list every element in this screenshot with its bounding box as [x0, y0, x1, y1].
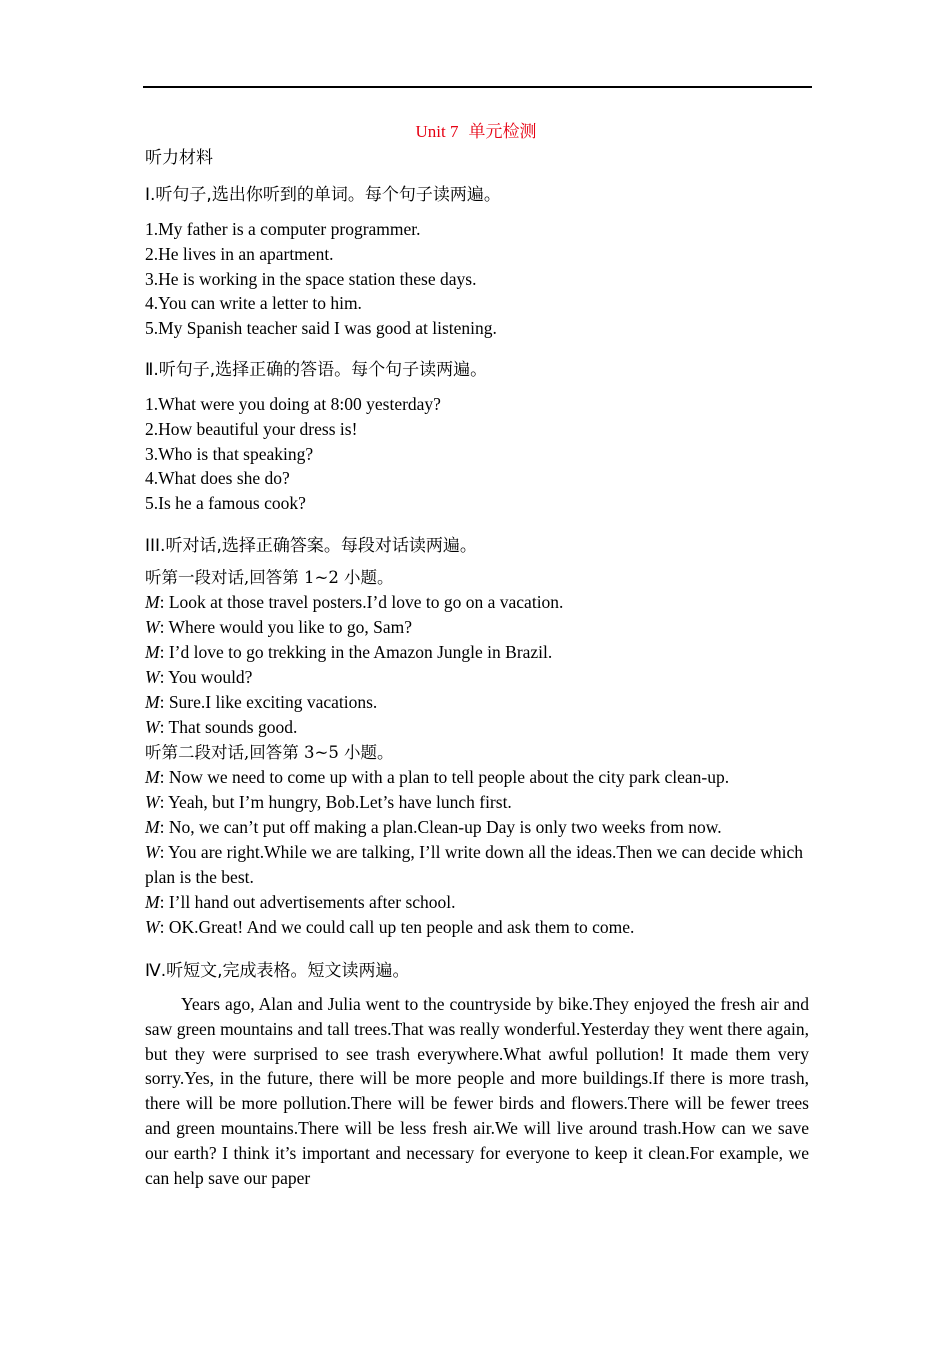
section-1-lines [145, 217, 497, 341]
line-text: : I’ll hand out advertisements after school. [159, 892, 456, 912]
speaker: M [145, 767, 160, 787]
line-text: : That sounds good. [159, 717, 298, 737]
dialogue-block [145, 565, 810, 940]
speaker: W [145, 617, 160, 637]
sentence-line: 2.How beautiful your dress is! [145, 418, 358, 439]
header-rule [143, 86, 812, 88]
line-text: : Sure.I like exciting vacations. [159, 692, 378, 712]
dialogue-line [145, 890, 810, 915]
speaker: M [145, 642, 160, 662]
dialogue-line [145, 915, 810, 940]
sentence-line: 1.My father is a computer programmer. [145, 219, 421, 239]
line-text: : OK.Great! And we could call up ten people and ask them to come. [159, 917, 635, 937]
sentence-line: 4.What does she do? [145, 468, 290, 489]
dialogue-line [145, 840, 810, 890]
line-text: : I’d love to go trekking in the Amazon Jungle in Brazil. [159, 642, 553, 662]
speaker: W [145, 792, 160, 812]
dialogue-line [145, 690, 810, 715]
title-cn: 单元检测 [468, 122, 537, 142]
dialogue-line [145, 715, 810, 740]
dialogue-line [145, 665, 810, 690]
title-unit: Unit 7 [415, 122, 459, 141]
speaker: M [145, 817, 160, 837]
sentence-line: 2.He lives in an apartment. [145, 243, 334, 264]
speaker: W [145, 842, 160, 862]
dialogue-line [145, 640, 810, 665]
sentence-line: 4.You can write a letter to him. [145, 293, 362, 314]
line-text: : Now we need to come up with a plan to tell people about the city park clean-up. [159, 767, 730, 787]
section-2-heading: Ⅱ.听句子,选择正确的答语。每个句子读两遍。 [145, 360, 488, 380]
dialogue-line [145, 815, 810, 840]
page-title [0, 117, 952, 142]
section-1-heading: Ⅰ.听句子,选出你听到的单词。每个句子读两遍。 [145, 185, 501, 205]
sentence-line: 5.Is he a famous cook? [145, 493, 306, 514]
speaker: M [145, 592, 160, 612]
speaker: W [145, 717, 160, 737]
sentence-line: 3.He is working in the space station these days. [145, 268, 477, 289]
dialogue-line [145, 790, 810, 815]
line-text: : You would? [159, 667, 253, 687]
line-text: : Look at those travel posters.I’d love to go on a vacation. [159, 592, 564, 612]
line-text: : Yeah, but I’m hungry, Bob.Let’s have lunch first. [159, 792, 512, 812]
dialogue-line [145, 765, 810, 790]
sentence-line: 1.What were you doing at 8:00 yesterday? [145, 394, 441, 414]
intro-text: 听第二段对话,回答第 3~5 小题。 [145, 743, 394, 762]
section-4-heading: Ⅳ.听短文,完成表格。短文读两遍。 [145, 961, 410, 981]
speaker: W [145, 917, 160, 937]
dialogue-line [145, 615, 810, 640]
sentence-line: 5.My Spanish teacher said I was good at listening. [145, 318, 497, 339]
dialogue-intro [145, 565, 810, 590]
dialogue-line [145, 590, 810, 615]
sentence-line: 3.Who is that speaking? [145, 443, 314, 464]
subheading: 听力材料 [145, 148, 213, 168]
line-text: : You are right.While we are talking, I’ll write down all the ideas.Then we can decide which plan is the best. [145, 842, 803, 887]
dialogue-intro [145, 740, 810, 765]
line-text: : No, we can’t put off making a plan.Clean-up Day is only two weeks from now. [159, 817, 722, 837]
speaker: W [145, 667, 160, 687]
passage-paragraph: Years ago, Alan and Julia went to the countryside by bike.They enjoyed the fresh air and saw green mountains and tall trees.That was really wonderful.Yesterday they went there again, but they were surprised to see trash everywhere.What awful pollution! It made them very sorry.Yes, in the future, there will be more people and more buildings.If there is more trash, there will be more pollution.There will be fewer birds and flowers.There will be fewer trees and green mountains.There will be less fresh air.We will live around trash.How can we save our earth? I think it’s important and necessary for everyone to keep it clean.For example, we can help save our paper [145, 994, 809, 1188]
section-3-heading: III.听对话,选择正确答案。每段对话读两遍。 [145, 536, 477, 556]
line-text: : Where would you like to go, Sam? [159, 617, 412, 637]
speaker: M [145, 692, 160, 712]
section-2-lines [145, 392, 441, 516]
intro-text: 听第一段对话,回答第 1~2 小题。 [145, 568, 394, 587]
speaker: M [145, 892, 160, 912]
